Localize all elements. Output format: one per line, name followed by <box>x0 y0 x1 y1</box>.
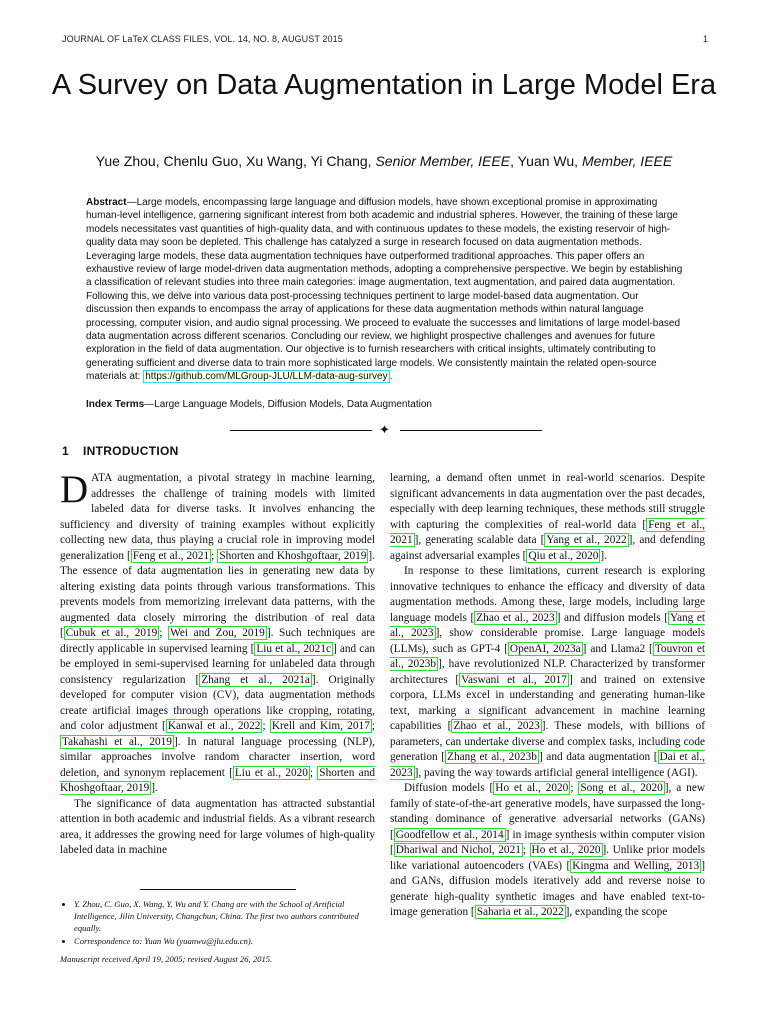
text-run: ]. <box>151 782 158 794</box>
text-run: ]. Unlike prior models like variational autoencoders (VAEs) [ <box>390 844 706 872</box>
abstract <box>86 196 686 384</box>
citation-link[interactable]: Vaswani et al., 2017 <box>461 673 567 686</box>
citation-link[interactable]: Dai et al., 2023 <box>390 751 705 779</box>
author-names: Yue Zhou, Chenlu Guo, Xu Wang, Yi Chang, <box>95 153 376 169</box>
text-run: ] and data augmentation [ <box>538 751 658 763</box>
diamond-ornament-icon: ✦ <box>379 423 390 438</box>
author-role-senior: Senior Member, IEEE <box>375 153 511 169</box>
text-run: ]. In natural language processing (NLP), similar approaches involve random character insertion, word deletion, and synonym replacement [ <box>60 735 375 779</box>
text-run: ] and Llama2 [ <box>582 642 653 655</box>
citation-link[interactable]: Zhao et al., 2023 <box>453 720 540 732</box>
text-run: ]. These models, with billions of parameters, can undertake diverse and complex tasks, including code generation [ <box>390 720 706 763</box>
text-run: ]. <box>600 549 608 562</box>
citation-link[interactable]: Qiu et al., 2020 <box>528 549 599 562</box>
citation-link[interactable]: Wei and Zou, 2019 <box>170 627 265 639</box>
running-header: JOURNAL OF LaTeX CLASS FILES, VOL. 14, NO. 8, AUGUST 2015 <box>62 34 343 44</box>
text-run: ]. The essence of data augmentation lies in generating new data by altering existing data points through various transformations. This prevents models from memorizing irrelevant data patterns, with the augmented data closely mirroring the distribution of real data [ <box>60 549 375 639</box>
text-run: ; <box>570 782 579 794</box>
citation-link[interactable]: Liu et al., 2020 <box>234 766 308 779</box>
text-run: In response to these limitations, current research is exploring innovative techniques to enhance the efficacy and diversity of data augmentation methods. Among these, large models, including large language models [ <box>390 565 705 624</box>
intro-paragraph-4 <box>390 781 705 921</box>
index-terms-text: —Large Language Models, Diffusion Models, Data Augmentation <box>144 399 432 410</box>
text-run: ] in image synthesis within computer vision [ <box>390 828 705 856</box>
intro-paragraph-1 <box>60 468 376 797</box>
text-run: ], paving the way towards artificial general intelligence (AGI). <box>414 766 698 779</box>
paper-title: A Survey on Data Augmentation in Large Model Era <box>51 69 717 101</box>
text-run: ], show considerable promise. Large language models (LLMs), such as GPT-4 [ <box>390 627 705 655</box>
text-run: learning, a demand often unmet in real-world scenarios. Despite significant advancements in data augmentation over the past decades, especially with deep learning techniques, these methods still struggle with capturing the complexities of real-world data [ <box>390 472 705 531</box>
text-run: ; <box>371 720 375 732</box>
citation-link[interactable]: Cubuk et al., 2019 <box>65 627 158 639</box>
author-role-member: Member, IEEE <box>581 153 673 169</box>
citation-link[interactable]: Zhang et al., 2021a <box>201 673 310 686</box>
divider-line-left <box>230 430 372 431</box>
section-title: INTRODUCTION <box>82 444 179 458</box>
citation-link[interactable]: Song et al., 2020 <box>580 782 663 794</box>
manuscript-received: Manuscript received April 19, 2005; revised August 26, 2015. <box>60 954 273 964</box>
text-run: Diffusion models [ <box>404 782 494 794</box>
text-run: ] and trained on extensive corpora, LLMs excel in understanding and generating human-like text, marking a significant advancement in machine learning capabilities [ <box>390 673 705 732</box>
citation-link[interactable]: Krell and Kim, 2017 <box>271 720 370 732</box>
citation-link[interactable]: Feng et al., 2021 <box>390 518 706 546</box>
repo-link[interactable]: https://github.com/MLGroup-JLU/LLM-data-aug-survey <box>145 371 388 383</box>
citation-link[interactable]: Zhao et al., 2023 <box>476 611 555 624</box>
left-column <box>60 468 376 859</box>
citation-link[interactable]: Goodfellow et al., 2014 <box>395 828 504 841</box>
abstract-end: . <box>389 371 393 383</box>
index-terms-label: Index Terms <box>86 399 145 410</box>
citation-link[interactable]: Shorten and Khoshgoftaar, 2019 <box>60 766 375 794</box>
footnote-correspondence: • Correspondence to: Yuan Wu (yuanwu@jlu.edu.cn). <box>74 935 378 947</box>
page-number: 1 <box>702 34 708 44</box>
citation-link[interactable]: Yang et al., 2023 <box>390 611 706 639</box>
citation-link[interactable]: Liu et al., 2021c <box>256 642 331 655</box>
text-run: ] and diffusion models [ <box>556 611 668 624</box>
citation-link[interactable]: Kanwal et al., 2022 <box>167 720 261 732</box>
text-run: ; <box>522 844 530 856</box>
citation-link[interactable]: Touvron et al., 2023b <box>390 642 706 670</box>
index-terms <box>86 399 686 410</box>
citation-link[interactable]: Zhang et al., 2023b <box>447 751 537 763</box>
abstract-text: —Large models, encompassing large language and diffusion models, have shown exceptional promise in approximating human-level intelligence, garnering significant interest from both academic and industrial spheres. However, the training of these large models necessitates vast quantities of high-quality data, and with continuous updates to these models, the existing reservoir of high-quality data may soon be depleted. This challenge has catalyzed a surge in research focused on data augmentation methods. Leveraging large models, these data augmentation techniques have outperformed traditional approaches. This paper offers an exhaustive review of large model-driven data augmentation methods, adopting a comprehensive perspective. We begin by establishing a classification of relevant studies into three main categories: image augmentation, text augmentation, and paired data augmentation. Following this, we delve into various data post-processing techniques pertinent to large model-based data augmentation. Our discussion then expands to encompass the array of applications for these data augmentation methods within natural language processing, computer vision, and audio signal processing. We proceed to evaluate the successes and limitations of large model-based data augmentation across different scenarios. Concluding our review, we highlight prospective challenges and avenues for future exploration in the field of data augmentation. Our objective is to furnish researchers with critical insights, ultimately contributing to generating sufficient and diverse data to train more sophisticated large models. We consistently maintain the related open-source materials at: <box>86 197 683 383</box>
footnote-affiliation: • Y. Zhou, C. Guo, X. Wang, Y. Wu and Y. Chang are with the School of Artificial Intelligence, Jilin University, Changchun, China. The first two authors contributed equally. <box>74 898 378 934</box>
author-list <box>40 153 728 169</box>
citation-link[interactable]: Yang et al., 2022 <box>546 534 627 546</box>
text-run: ; <box>211 549 218 562</box>
section-heading <box>62 444 179 458</box>
citation-link[interactable]: Feng et al., 2021 <box>132 549 210 562</box>
footnote-rule <box>140 889 296 890</box>
text-run: ; <box>159 627 169 639</box>
citation-link[interactable]: Saharia et al., 2022 <box>476 906 564 918</box>
abstract-label: Abstract <box>86 197 127 208</box>
text-run: ATA augmentation, a pivotal strategy in machine learning, addresses the challenge of training models with limited labeled data for diverse tasks. It involves enhancing the sufficiency and diversity of training examples without explicitly collecting new data, thus playing a crucial role in improving model generalization [ <box>60 472 375 562</box>
text-run: ], have revolutionized NLP. Characterized by transformer architectures [ <box>390 658 705 686</box>
right-column <box>390 471 705 921</box>
intro-paragraph-2: The significance of data augmentation has attracted substantial attention in both academic and industrial fields. As a vibrant research area, it addresses the growing need for large volumes of high-quality labeled data in machine <box>60 797 375 856</box>
citation-link[interactable]: Ho et al., 2020 <box>531 844 601 856</box>
citation-link[interactable]: Ho et al., 2020 <box>495 782 569 794</box>
text-run: ], and defending against adversarial examples [ <box>390 534 705 562</box>
citation-link[interactable]: OpenAI, 2023a <box>509 642 581 655</box>
text-run: ], a new family of state-of-the-art generative models, have surpassed the long-standing dominance of generative adversarial networks (GANs) [ <box>390 782 705 841</box>
text-run: ; <box>309 766 318 779</box>
citation-link[interactable]: Kingma and Welling, 2013 <box>572 859 700 872</box>
divider-line-right <box>400 430 542 431</box>
text-run: ] and GANs, diffusion models iteratively add and reverse noise to generate high-quality synthetic images and have enabled text-to-image generation [ <box>390 859 705 918</box>
intro-paragraph-3 <box>390 564 705 781</box>
drop-cap: D <box>60 468 89 511</box>
text-run: ], generating scalable data [ <box>414 534 545 546</box>
text-run: ]. Such techniques are directly applicable in supervised learning [ <box>60 627 376 655</box>
text-run: ] and can be employed in semi-supervised learning for unlabeled data through consistency regularization [ <box>60 642 375 686</box>
text-run: ], expanding the scope <box>565 906 668 918</box>
intro-paragraph-2-cont <box>390 471 705 564</box>
footnotes <box>60 898 378 965</box>
citation-link[interactable]: Dhariwal and Nichol, 2021 <box>395 844 521 856</box>
citation-link[interactable]: Shorten and Khoshgoftaar, 2019 <box>219 549 367 562</box>
citation-link[interactable]: Takahashi et al., 2019 <box>62 735 172 748</box>
author-names-mid: , Yuan Wu, <box>510 153 582 169</box>
text-run: ]. Originally developed for computer vision (CV), data augmentation methods create artificial images through operations like cropping, rotating, and color adjustment [ <box>60 673 375 732</box>
section-number: 1 <box>62 444 69 458</box>
text-run: ; <box>262 720 270 732</box>
section-divider <box>230 425 542 437</box>
